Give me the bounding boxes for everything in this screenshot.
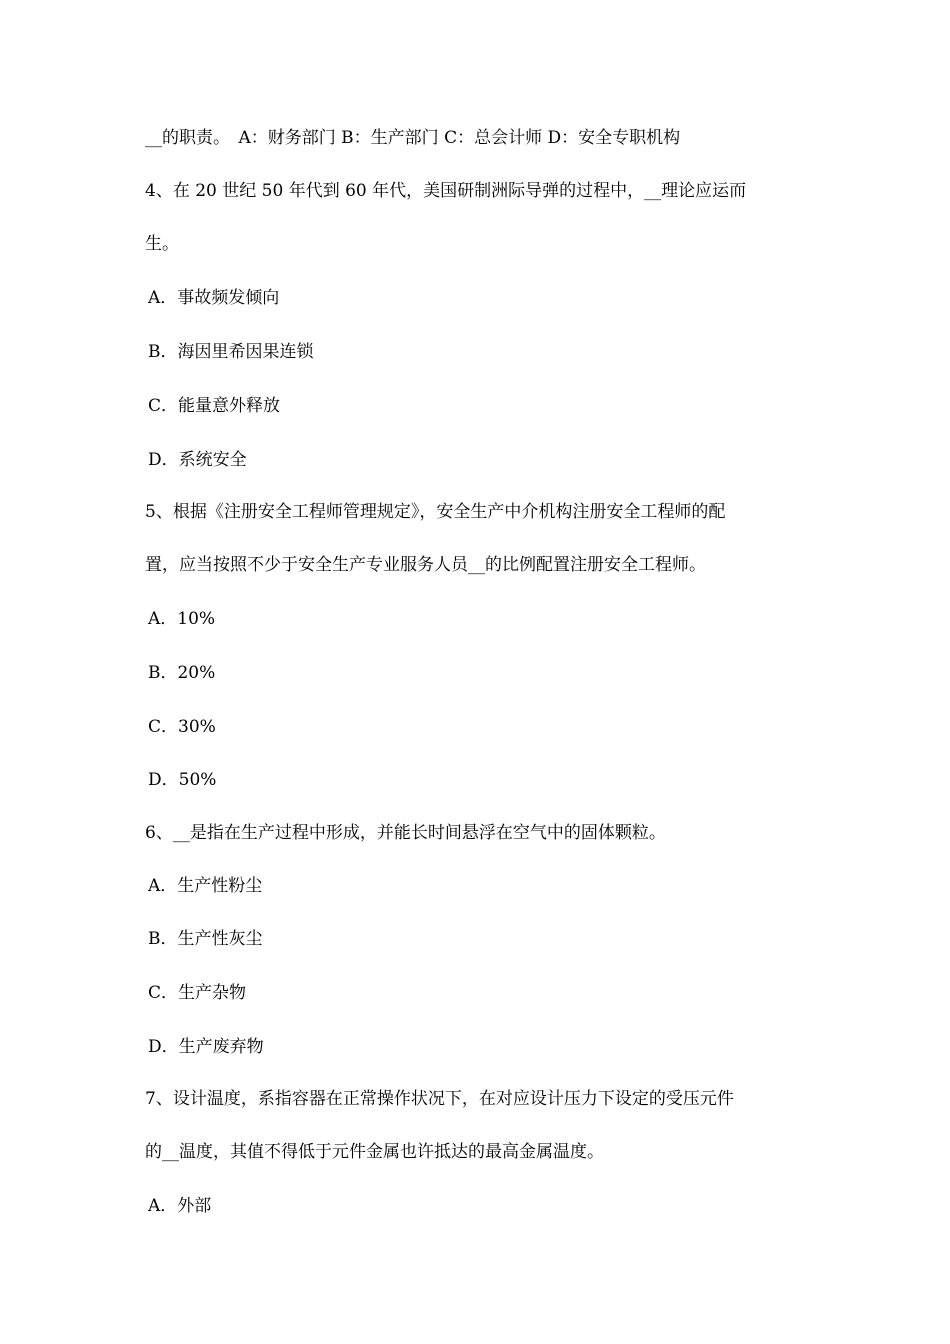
question-7-option-a: A．外部 xyxy=(148,1196,212,1216)
question-5-text-line-1: 5、根据《注册安全工程师管理规定》，安全生产中介机构注册安全工程师的配 xyxy=(145,502,726,522)
question-6-option-b: B．生产性灰尘 xyxy=(148,929,263,949)
question-4-option-d: D．系统安全 xyxy=(148,450,247,470)
question-5-option-a: A．10% xyxy=(148,609,216,629)
question-6-option-d: D．生产废弃物 xyxy=(148,1037,264,1057)
question-5-option-b: B．20% xyxy=(148,663,216,683)
question-4-option-c: C．能量意外释放 xyxy=(148,396,281,416)
question-3-tail: __的职责。 A：财务部门 B：生产部门 C：总会计师 D：安全专职机构 xyxy=(145,128,681,148)
question-6-option-c: C．生产杂物 xyxy=(148,983,247,1003)
question-5-option-c: C．30% xyxy=(148,717,216,737)
question-4-text-line-2: 生。 xyxy=(145,234,179,254)
question-4-option-b: B．海因里希因果连锁 xyxy=(148,342,314,362)
question-7-text-line-1: 7、设计温度，系指容器在正常操作状况下，在对应设计压力下设定的受压元件 xyxy=(145,1089,734,1109)
question-7-text-line-2: 的__温度，其值不得低于元件金属也许抵达的最高金属温度。 xyxy=(145,1142,604,1162)
question-6-option-a: A．生产性粉尘 xyxy=(148,876,263,896)
question-4-option-a: A．事故频发倾向 xyxy=(148,288,280,308)
question-4-text-line-1: 4、在 20 世纪 50 年代到 60 年代，美国研制洲际导弹的过程中，__理论应运而 xyxy=(145,181,747,201)
question-5-text-line-2: 置，应当按照不少于安全生产专业服务人员__的比例配置注册安全工程师。 xyxy=(145,555,706,575)
question-5-option-d: D．50% xyxy=(148,770,217,790)
question-6-text: 6、__是指在生产过程中形成，并能长时间悬浮在空气中的固体颗粒。 xyxy=(145,823,666,843)
